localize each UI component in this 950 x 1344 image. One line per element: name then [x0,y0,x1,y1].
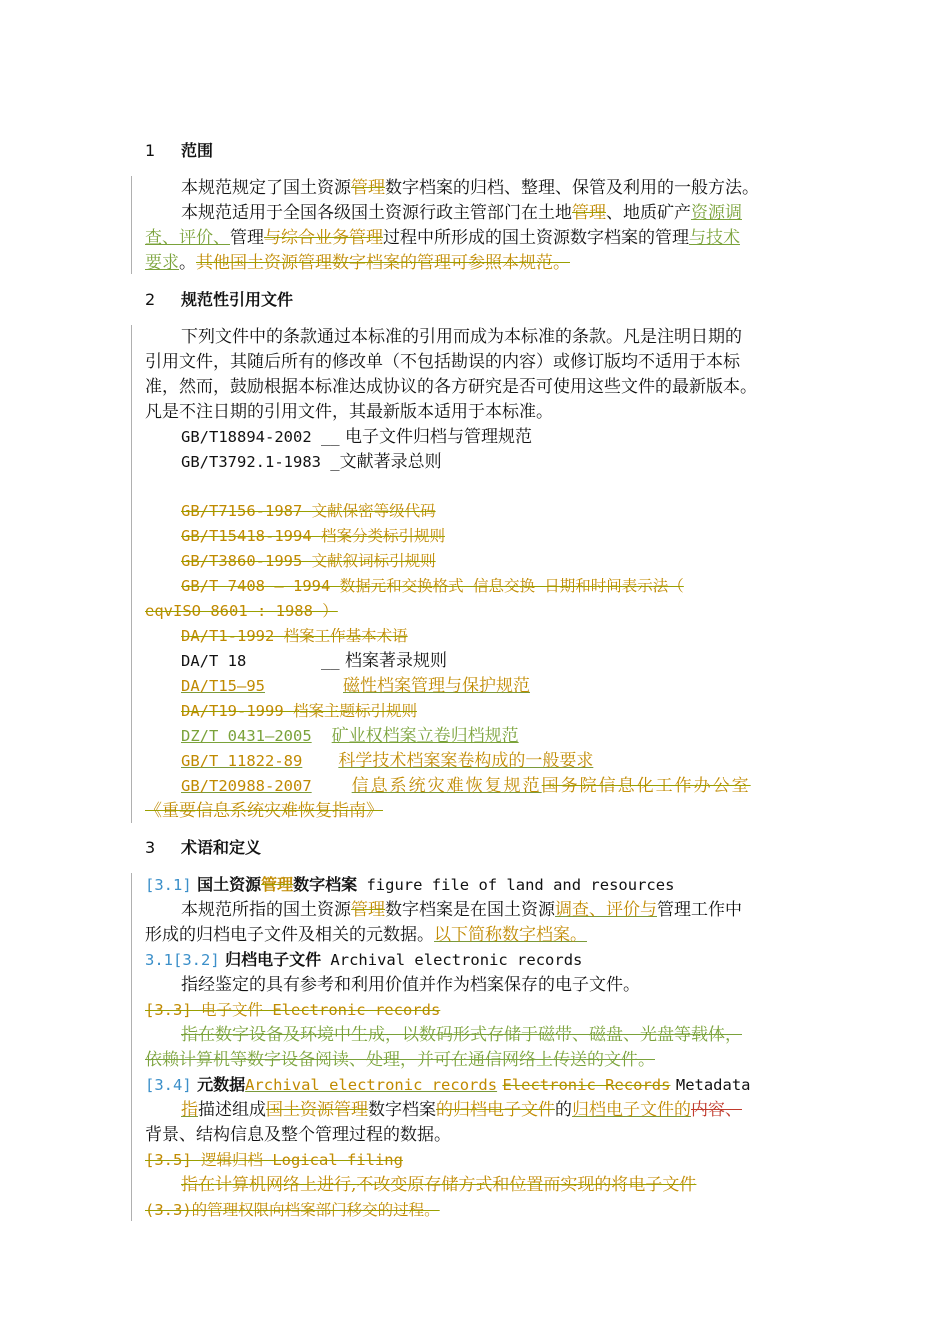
deleted-definition: (3.3)的管理权限向档案部门移交的过程。 [145,1201,440,1219]
section-3-heading: 3 术语和定义 [145,838,262,857]
inserted-reference: GB/T 11822-89 科学技术档案案卷构成的一般要求 [181,751,594,771]
deleted-definition: 依赖计算机等数字设备阅读、处理，并可在通信网络上传送的文件。 [145,1050,655,1070]
term-definition: 指描述组成国土资源管理数字档案的归档电子文件的归档电子文件的内容、 [181,1100,742,1120]
change-bar [131,873,132,1221]
paragraph: 本规范适用于全国各级国土资源行政主管部门在土地管理、地质矿产资源调 [181,203,742,223]
change-bar [131,325,132,823]
inserted-reference: DA/T15—95 磁性档案管理与保护规范 [181,676,530,696]
inserted-reference: DZ/T 0431—2005 矿业权档案立卷归档规范 [181,726,519,746]
deleted-definition: 指在计算机网络上进行,不改变原存储方式和位置而实现的将电子文件 [181,1175,697,1195]
term-3-1-heading: [3.1] 国土资源管理数字档案 figure file of land and resources [145,875,675,894]
deleted-reference: DA/T19-1999 档案主题标引规则 [181,702,417,720]
deleted-reference: GB/T 7408 — 1994 数据元和交换格式 信息交换 日期和时间表示法（ [181,577,684,595]
paragraph-cont: 准，然而，鼓励根据本标准达成协议的各方研究是否可使用这些文件的最新版本。 [145,377,757,397]
reference-item: GB/T3792.1-1983 _文献著录总则 [181,452,442,472]
term-definition: 指经鉴定的具有参考和利用价值并作为档案保存的电子文件。 [181,975,640,995]
term-3-2-heading: 3.1[3.2] 归档电子文件 Archival electronic records [145,950,583,969]
reference-item: DA/T 18 __ 档案著录规则 [181,651,448,671]
deleted-definition: 指在数字设备及环境中生成，以数码形式存储于磁带、磁盘、光盘等载体， [181,1025,742,1045]
deleted-term-3-5: [3.5] 逻辑归档 Logical filing [145,1151,403,1169]
deleted-reference: DA/T1-1992 档案工作基本术语 [181,627,408,645]
deleted-reference: GB/T15418-1994 档案分类标引规则 [181,527,445,545]
term-definition-cont: 形成的归档电子文件及相关的元数据。以下简称数字档案。 [145,925,587,945]
section-1-heading: 1 范围 [145,141,214,160]
inserted-reference: GB/T20988-2007 信息系统灾难恢复规范国务院信息化工作办公室 [181,776,751,796]
term-definition-cont: 背景、结构信息及整个管理过程的数据。 [145,1125,451,1145]
deleted-term-3-3: [3.3] 电子文件 Electronic records [145,1001,441,1019]
deleted-reference: 《重要信息系统灾难恢复指南》 [145,801,383,821]
section-2-heading: 2 规范性引用文件 [145,290,294,309]
deleted-reference: eqvISO 8601 : 1988 ） [145,602,338,620]
deleted-reference: GB/T3860-1995 文献叙词标引规则 [181,552,436,570]
paragraph-cont: 引用文件，其随后所有的修改单（不包括勘误的内容）或修订版均不适用于本标 [145,352,740,372]
term-definition: 本规范所指的国土资源管理数字档案是在国土资源调查、评价与管理工作中 [181,900,742,920]
deleted-reference: GB/T7156-1987 文献保密等级代码 [181,502,436,520]
paragraph-cont: 查、评价、管理与综合业务管理过程中所形成的国土资源数字档案的管理与技术 [145,228,740,248]
paragraph: 下列文件中的条款通过本标准的引用而成为本标准的条款。凡是注明日期的 [181,327,742,347]
paragraph-cont: 要求。其他国土资源管理数字档案的管理可参照本规范。 [145,253,570,273]
term-3-4-heading: [3.4] 元数据Archival electronic records Electronic Records Metadata [145,1075,751,1094]
paragraph: 本规范规定了国土资源管理数字档案的归档、整理、保管及利用的一般方法。 [181,178,759,198]
paragraph-cont: 凡是不注日期的引用文件，其最新版本适用于本标准。 [145,402,553,422]
change-bar [131,176,132,274]
reference-item: GB/T18894-2002 __ 电子文件归档与管理规范 [181,427,533,447]
